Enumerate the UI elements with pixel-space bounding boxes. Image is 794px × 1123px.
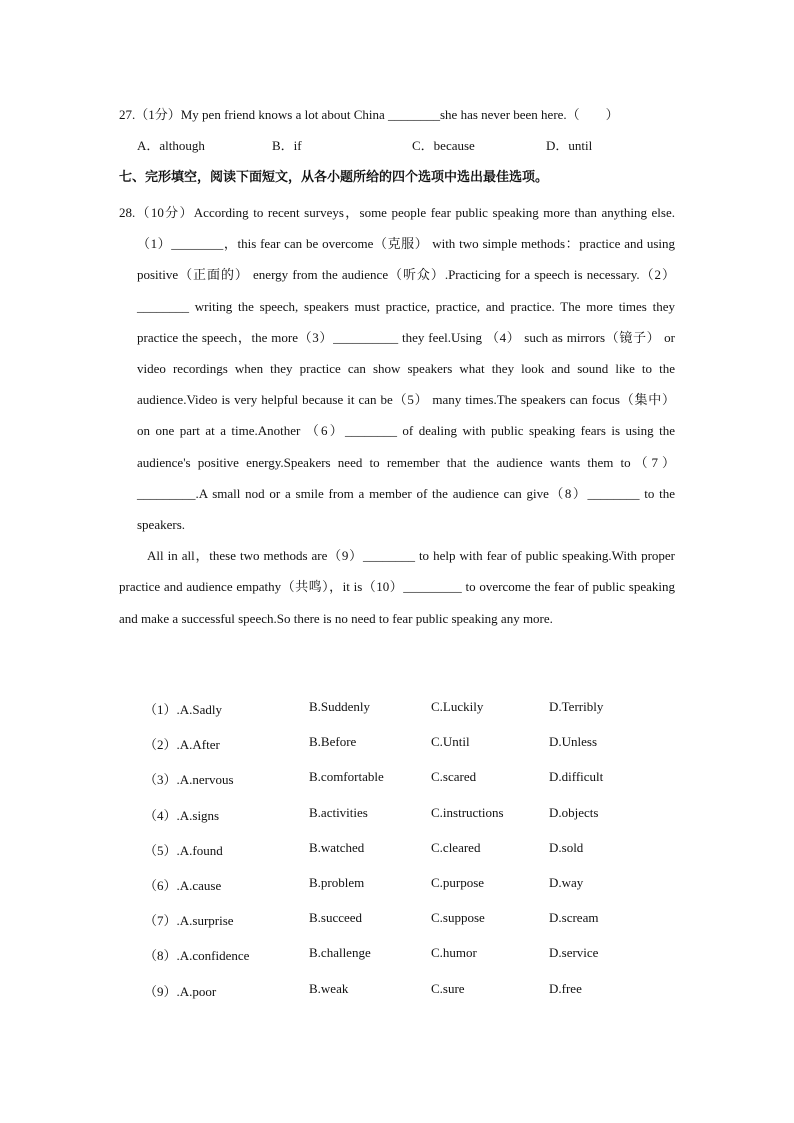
options-row-7 (144, 910, 664, 945)
options-row-5 (144, 840, 664, 875)
options-row-2 (144, 734, 664, 769)
option-a: （1）.A.Sadly (144, 702, 223, 717)
options-row-1 (144, 699, 664, 734)
option-c: C.Until (431, 734, 470, 750)
option-a: （6）.A.cause (144, 877, 222, 893)
option-d: D.objects (549, 804, 599, 820)
passage-paragraph-1 (119, 197, 675, 540)
option-c: C.cleared (431, 839, 481, 855)
q27-option-b: B．if (272, 138, 302, 153)
option-d: D.way (549, 874, 584, 890)
section-title: 七、完形填空，阅读下面短文，从各小题所给的四个选项中选出最佳选项。 (119, 169, 549, 184)
option-c: C.humor (431, 945, 477, 961)
option-c: C.Luckily (431, 699, 484, 714)
option-a: （7）.A.surprise (144, 913, 234, 929)
cloze-passage (119, 197, 675, 634)
passage-paragraph-1-text: According to recent surveys，some people fear public speaking more than anything else.（1）________，this fear can be overcome（克服） with two simple methods：practice and using positive（正面的） energy from the audience（听众）.Practicing for a speech is necessary.（2）________ writing the speech, speakers must practice, practice, and practice. The more times they practice the speech，the more（3）__________ they feel.Using （4） such as mirrors（镜子） or video recordings when they practice can show speakers what they look and sound like to the audience.Video is very helpful because it can be（5） many times.The speakers can focus（集中） on one part at a time.Another （6）________ of dealing with public speaking fears is using the audience's positive energy.Speakers need to remember that the audience wants them to（7）_________.A small nod or a smile from a member of the audience can give（8）________ to the speakers. (137, 205, 675, 533)
q27-option-a: A．although (137, 138, 205, 153)
option-a: （8）.A.confidence (144, 948, 250, 964)
option-a: （4）.A.signs (144, 807, 220, 823)
option-d: D.free (549, 980, 582, 996)
option-b: B.watched (309, 839, 365, 855)
option-b: B.activities (309, 804, 368, 820)
option-c: C.suppose (431, 910, 485, 926)
option-a: （5）.A.found (144, 842, 223, 858)
cloze-options-table (144, 699, 664, 1016)
option-c: C.scared (431, 769, 477, 785)
option-c: C.instructions (431, 804, 504, 820)
option-a: （3）.A.nervous (144, 772, 234, 788)
question-28-number: 28.（10分） (119, 205, 194, 220)
option-b: B.Suddenly (309, 699, 371, 714)
options-row-9 (144, 981, 664, 1016)
option-d: D.difficult (549, 769, 604, 785)
option-d: D.Terribly (549, 699, 604, 714)
option-b: B.comfortable (309, 769, 384, 785)
passage-paragraph-2: All in all，these two methods are（9）________ to help with fear of public speaking.With proper practice and audience empathy（共鸣），it is（10）_________ to overcome the fear of public speaking and make a successful speech.So there is no need to fear public speaking any more. (119, 548, 675, 626)
question-27-options (137, 135, 657, 153)
option-d: D.service (549, 945, 599, 961)
question-27-stem: 27.（1分）My pen friend knows a lot about China ________she has never been here.（ ） (119, 107, 619, 122)
q27-option-c: C．because (412, 138, 475, 153)
options-row-6 (144, 875, 664, 910)
option-c: C.purpose (431, 874, 485, 890)
option-b: B.problem (309, 874, 365, 890)
option-c: C.sure (431, 980, 465, 996)
option-b: B.Before (309, 734, 357, 750)
options-row-4 (144, 805, 664, 840)
option-a: （2）.A.After (144, 737, 220, 753)
options-row-3 (144, 769, 664, 804)
option-b: B.challenge (309, 945, 371, 961)
option-b: B.weak (309, 980, 349, 996)
option-d: D.Unless (549, 734, 598, 750)
option-b: B.succeed (309, 910, 363, 926)
options-row-8 (144, 945, 664, 980)
option-a: （9）.A.poor (144, 983, 217, 999)
q27-option-d: D．until (546, 138, 593, 153)
option-d: D.scream (549, 910, 599, 926)
option-d: D.sold (549, 839, 584, 855)
